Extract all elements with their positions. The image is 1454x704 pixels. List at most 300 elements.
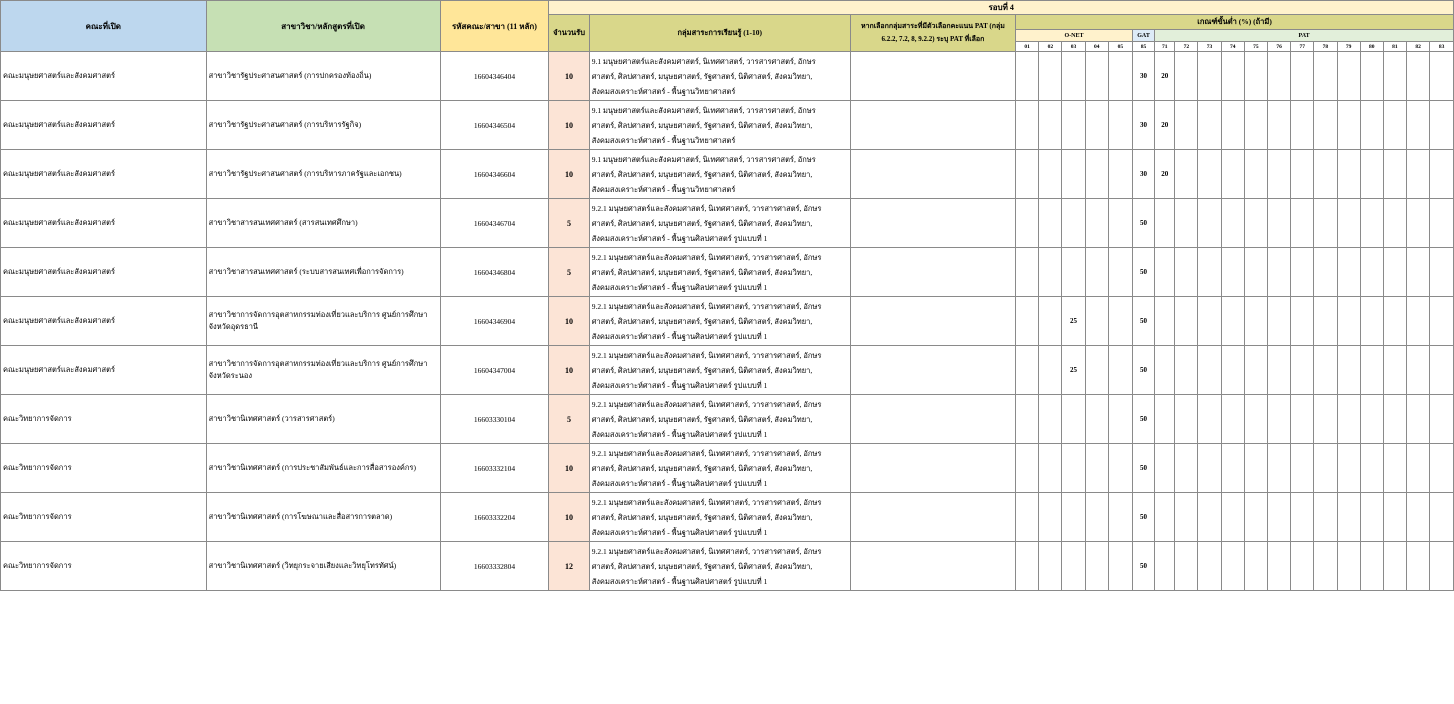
score-cell [1430, 297, 1454, 346]
score-cell [1221, 150, 1244, 199]
subcol-header: 03 [1062, 42, 1085, 52]
faculty-cell: คณะวิทยาการจัดการ [1, 444, 207, 493]
score-cell [1360, 444, 1383, 493]
program-cell: สาขาวิชานิเทศศาสตร์ (วิทยุกระจายเสียงและวิทยุโทรทัศน์) [206, 542, 440, 591]
group-cell [589, 444, 850, 493]
score-cell [1337, 199, 1360, 248]
score-cell [1244, 542, 1267, 591]
group-line: สังคมสงเคราะห์ศาสตร์ - พื้นฐานวิทยาศาสตร์ [591, 135, 736, 145]
subcol-header: 74 [1221, 42, 1244, 52]
score-cell [1360, 52, 1383, 101]
score-cell: 50 [1132, 248, 1154, 297]
pat-choice-cell [850, 493, 1015, 542]
group-cell [589, 52, 850, 101]
header-group: กลุ่มสาระการเรียนรู้ (1-10) [589, 15, 850, 52]
score-cell [1085, 395, 1108, 444]
score-cell [1360, 101, 1383, 150]
score-cell [1175, 395, 1198, 444]
score-cell [1291, 52, 1314, 101]
score-cell [1407, 395, 1430, 444]
score-cell [1062, 101, 1085, 150]
score-cell [1267, 248, 1290, 297]
group-line: 9.2.1 มนุษยศาสตร์และสังคมศาสตร์, นิเทศศาสตร์, วารสารศาสตร์, อักษร [591, 399, 822, 409]
group-line: ศาสตร์, ศิลปศาสตร์, มนุษยศาสตร์, รัฐศาสตร์, นิติศาสตร์, สังคมวิทยา, [591, 512, 813, 522]
score-cell [1198, 199, 1221, 248]
score-cell [1360, 150, 1383, 199]
score-cell [1039, 297, 1062, 346]
group-line: ศาสตร์, ศิลปศาสตร์, มนุษยศาสตร์, รัฐศาสตร์, นิติศาสตร์, สังคมวิทยา, [591, 267, 813, 277]
score-cell: 30 [1132, 101, 1154, 150]
code-cell: 16603332804 [440, 542, 549, 591]
score-cell: 20 [1155, 52, 1175, 101]
subcol-header: 05 [1108, 42, 1132, 52]
score-cell [1108, 101, 1132, 150]
group-cell [589, 150, 850, 199]
score-cell [1175, 542, 1198, 591]
score-cell [1337, 395, 1360, 444]
score-cell [1360, 199, 1383, 248]
score-cell [1267, 101, 1290, 150]
score-cell [1175, 346, 1198, 395]
code-cell: 16604346804 [440, 248, 549, 297]
score-cell [1221, 52, 1244, 101]
group-line: ศาสตร์, ศิลปศาสตร์, มนุษยศาสตร์, รัฐศาสตร์, นิติศาสตร์, สังคมวิทยา, [591, 414, 813, 424]
score-cell [1244, 52, 1267, 101]
score-cell [1244, 395, 1267, 444]
score-cell: 50 [1132, 493, 1154, 542]
group-line: ศาสตร์, ศิลปศาสตร์, มนุษยศาสตร์, รัฐศาสตร์, นิติศาสตร์, สังคมวิทยา, [591, 169, 813, 179]
group-line: ศาสตร์, ศิลปศาสตร์, มนุษยศาสตร์, รัฐศาสตร์, นิติศาสตร์, สังคมวิทยา, [591, 561, 813, 571]
faculty-cell: คณะมนุษยศาสตร์และสังคมศาสตร์ [1, 101, 207, 150]
score-cell [1407, 444, 1430, 493]
count-cell: 10 [549, 297, 589, 346]
score-cell [1085, 346, 1108, 395]
score-cell [1155, 346, 1175, 395]
table-body [1, 52, 1454, 591]
score-cell [1155, 248, 1175, 297]
count-cell: 5 [549, 199, 589, 248]
score-cell [1267, 150, 1290, 199]
score-cell [1267, 444, 1290, 493]
score-cell [1337, 248, 1360, 297]
faculty-cell: คณะมนุษยศาสตร์และสังคมศาสตร์ [1, 199, 207, 248]
table-row [1, 297, 1454, 346]
score-cell: 30 [1132, 52, 1154, 101]
score-cell [1221, 248, 1244, 297]
score-cell [1407, 248, 1430, 297]
score-cell: 20 [1155, 101, 1175, 150]
header-pat: PAT [1155, 30, 1454, 42]
group-line: สังคมสงเคราะห์ศาสตร์ - พื้นฐานศิลปศาสตร์ รูปแบบที่ 1 [591, 429, 768, 439]
score-cell [1407, 346, 1430, 395]
score-cell [1337, 150, 1360, 199]
table-row [1, 444, 1454, 493]
subcol-header: 02 [1039, 42, 1062, 52]
score-cell [1267, 542, 1290, 591]
score-cell [1314, 444, 1337, 493]
score-cell [1039, 248, 1062, 297]
group-cell [589, 101, 850, 150]
subcol-header: 77 [1291, 42, 1314, 52]
group-line: สังคมสงเคราะห์ศาสตร์ - พื้นฐานวิทยาศาสตร์ [591, 184, 736, 194]
score-cell [1407, 101, 1430, 150]
header-count: จำนวนรับ [549, 15, 589, 52]
score-cell: 50 [1132, 542, 1154, 591]
score-cell [1039, 101, 1062, 150]
pat-choice-cell [850, 346, 1015, 395]
score-cell [1039, 542, 1062, 591]
score-cell [1267, 297, 1290, 346]
score-cell [1016, 346, 1039, 395]
score-cell [1039, 52, 1062, 101]
faculty-cell: คณะวิทยาการจัดการ [1, 395, 207, 444]
score-cell [1337, 444, 1360, 493]
score-cell [1360, 297, 1383, 346]
count-cell: 10 [549, 346, 589, 395]
score-cell [1383, 248, 1406, 297]
table-row [1, 52, 1454, 101]
table-row [1, 199, 1454, 248]
score-cell: 30 [1132, 150, 1154, 199]
subcol-header: 85 [1132, 42, 1154, 52]
score-cell [1155, 297, 1175, 346]
score-cell [1062, 248, 1085, 297]
score-cell [1039, 395, 1062, 444]
pat-choice-cell [850, 52, 1015, 101]
score-cell [1430, 346, 1454, 395]
count-cell: 10 [549, 101, 589, 150]
score-cell [1337, 346, 1360, 395]
score-cell [1267, 395, 1290, 444]
code-cell: 16603332204 [440, 493, 549, 542]
group-cell [589, 395, 850, 444]
pat-choice-cell [850, 444, 1015, 493]
score-cell [1383, 101, 1406, 150]
program-cell: สาขาวิชาสารสนเทศศาสตร์ (สารสนเทศศึกษา) [206, 199, 440, 248]
score-cell [1108, 150, 1132, 199]
header-pat-choice: หากเลือกกลุ่มสาระที่มีตัวเลือกคะแนน PAT (กลุ่ม 6.2.2, 7.2, 8, 9.2.2) ระบุ PAT ที่เลือก [850, 15, 1015, 52]
pat-choice-cell [850, 248, 1015, 297]
score-cell [1221, 493, 1244, 542]
subcol-header: 81 [1383, 42, 1406, 52]
score-cell [1360, 248, 1383, 297]
score-cell [1221, 395, 1244, 444]
score-cell [1155, 199, 1175, 248]
score-cell [1314, 493, 1337, 542]
score-cell [1360, 346, 1383, 395]
code-cell: 16603330104 [440, 395, 549, 444]
score-cell [1062, 542, 1085, 591]
score-cell [1430, 395, 1454, 444]
score-cell [1383, 493, 1406, 542]
score-cell [1198, 395, 1221, 444]
program-cell: สาขาวิชานิเทศศาสตร์ (การโฆษณาและสื่อสารการตลาด) [206, 493, 440, 542]
table-row [1, 248, 1454, 297]
score-cell [1430, 444, 1454, 493]
group-line: 9.2.1 มนุษยศาสตร์และสังคมศาสตร์, นิเทศศาสตร์, วารสารศาสตร์, อักษร [591, 203, 822, 213]
code-cell: 16604346404 [440, 52, 549, 101]
score-cell [1016, 542, 1039, 591]
score-cell [1108, 542, 1132, 591]
score-cell [1244, 493, 1267, 542]
score-cell [1108, 444, 1132, 493]
group-cell [589, 542, 850, 591]
score-cell [1383, 444, 1406, 493]
group-line: ศาสตร์, ศิลปศาสตร์, มนุษยศาสตร์, รัฐศาสตร์, นิติศาสตร์, สังคมวิทยา, [591, 365, 813, 375]
score-cell [1085, 248, 1108, 297]
score-cell [1155, 395, 1175, 444]
score-cell [1383, 150, 1406, 199]
faculty-cell: คณะมนุษยศาสตร์และสังคมศาสตร์ [1, 52, 207, 101]
score-cell [1291, 199, 1314, 248]
score-cell [1062, 150, 1085, 199]
group-line: 9.2.1 มนุษยศาสตร์และสังคมศาสตร์, นิเทศศาสตร์, วารสารศาสตร์, อักษร [591, 252, 822, 262]
faculty-cell: คณะวิทยาการจัดการ [1, 493, 207, 542]
group-line: สังคมสงเคราะห์ศาสตร์ - พื้นฐานศิลปศาสตร์ รูปแบบที่ 1 [591, 233, 768, 243]
score-cell: 50 [1132, 395, 1154, 444]
subcol-header: 72 [1175, 42, 1198, 52]
code-cell: 16603332104 [440, 444, 549, 493]
pat-choice-cell [850, 150, 1015, 199]
score-cell [1108, 52, 1132, 101]
score-cell [1085, 199, 1108, 248]
faculty-cell: คณะมนุษยศาสตร์และสังคมศาสตร์ [1, 150, 207, 199]
group-cell [589, 493, 850, 542]
group-line: 9.2.1 มนุษยศาสตร์และสังคมศาสตร์, นิเทศศาสตร์, วารสารศาสตร์, อักษร [591, 350, 822, 360]
score-cell [1085, 150, 1108, 199]
pat-choice-cell [850, 395, 1015, 444]
score-cell [1407, 150, 1430, 199]
score-cell [1291, 346, 1314, 395]
score-cell [1314, 150, 1337, 199]
score-cell [1244, 248, 1267, 297]
score-cell [1337, 493, 1360, 542]
code-cell: 16604347004 [440, 346, 549, 395]
subcol-header: 73 [1198, 42, 1221, 52]
score-cell [1244, 444, 1267, 493]
group-cell [589, 248, 850, 297]
pat-choice-cell [850, 101, 1015, 150]
count-cell: 5 [549, 248, 589, 297]
score-cell [1221, 444, 1244, 493]
score-cell [1314, 248, 1337, 297]
score-cell [1016, 101, 1039, 150]
score-cell [1155, 444, 1175, 493]
score-cell [1198, 101, 1221, 150]
score-cell [1314, 542, 1337, 591]
score-cell [1155, 493, 1175, 542]
score-cell [1383, 346, 1406, 395]
group-line: สังคมสงเคราะห์ศาสตร์ - พื้นฐานศิลปศาสตร์ รูปแบบที่ 1 [591, 576, 768, 586]
score-cell [1198, 150, 1221, 199]
score-cell [1085, 493, 1108, 542]
score-cell [1039, 199, 1062, 248]
score-cell [1267, 493, 1290, 542]
score-cell [1244, 101, 1267, 150]
score-cell [1430, 248, 1454, 297]
score-cell [1198, 346, 1221, 395]
score-cell [1407, 52, 1430, 101]
score-cell [1291, 150, 1314, 199]
score-cell [1198, 493, 1221, 542]
score-cell [1221, 199, 1244, 248]
program-cell: สาขาวิชารัฐประศาสนศาสตร์ (การปกครองท้องถิ่น) [206, 52, 440, 101]
program-cell: สาขาวิชารัฐประศาสนศาสตร์ (การบริหารภาครัฐและเอกชน) [206, 150, 440, 199]
group-cell [589, 346, 850, 395]
score-cell [1407, 493, 1430, 542]
score-cell [1383, 297, 1406, 346]
score-cell [1175, 297, 1198, 346]
score-cell [1430, 493, 1454, 542]
score-cell [1430, 542, 1454, 591]
score-cell [1108, 346, 1132, 395]
faculty-cell: คณะมนุษยศาสตร์และสังคมศาสตร์ [1, 297, 207, 346]
score-cell [1039, 346, 1062, 395]
score-cell [1108, 395, 1132, 444]
count-cell: 10 [549, 150, 589, 199]
score-cell [1198, 542, 1221, 591]
header-gat: GAT [1132, 30, 1154, 42]
score-cell [1314, 395, 1337, 444]
table-row [1, 346, 1454, 395]
program-cell: สาขาวิชารัฐประศาสนศาสตร์ (การบริหารรัฐกิจ) [206, 101, 440, 150]
score-cell [1244, 297, 1267, 346]
score-cell [1221, 297, 1244, 346]
score-cell [1430, 150, 1454, 199]
group-line: ศาสตร์, ศิลปศาสตร์, มนุษยศาสตร์, รัฐศาสตร์, นิติศาสตร์, สังคมวิทยา, [591, 120, 813, 130]
score-cell [1108, 297, 1132, 346]
group-line: สังคมสงเคราะห์ศาสตร์ - พื้นฐานศิลปศาสตร์ รูปแบบที่ 1 [591, 282, 768, 292]
score-cell [1062, 395, 1085, 444]
table-row [1, 493, 1454, 542]
score-cell [1175, 150, 1198, 199]
count-cell: 10 [549, 52, 589, 101]
score-cell [1291, 101, 1314, 150]
score-cell [1291, 444, 1314, 493]
score-cell [1175, 444, 1198, 493]
score-cell [1085, 52, 1108, 101]
count-cell: 10 [549, 444, 589, 493]
header-code: รหัสคณะ/สาขา (11 หลัก) [440, 1, 549, 52]
score-cell [1383, 395, 1406, 444]
group-line: 9.2.1 มนุษยศาสตร์และสังคมศาสตร์, นิเทศศาสตร์, วารสารศาสตร์, อักษร [591, 301, 822, 311]
score-cell [1383, 52, 1406, 101]
score-cell [1155, 542, 1175, 591]
score-cell [1198, 248, 1221, 297]
score-cell [1062, 199, 1085, 248]
score-cell [1175, 52, 1198, 101]
code-cell: 16604346604 [440, 150, 549, 199]
score-cell [1198, 444, 1221, 493]
score-cell [1383, 542, 1406, 591]
score-cell [1175, 248, 1198, 297]
group-line: 9.1 มนุษยศาสตร์และสังคมศาสตร์, นิเทศศาสตร์, วารสารศาสตร์, อักษร [591, 105, 816, 115]
score-cell [1337, 52, 1360, 101]
faculty-cell: คณะมนุษยศาสตร์และสังคมศาสตร์ [1, 346, 207, 395]
subcol-header: 76 [1267, 42, 1290, 52]
score-cell [1337, 297, 1360, 346]
score-cell: 50 [1132, 297, 1154, 346]
score-cell [1221, 101, 1244, 150]
score-cell [1016, 493, 1039, 542]
score-cell [1062, 444, 1085, 493]
score-cell [1108, 199, 1132, 248]
score-cell [1085, 542, 1108, 591]
table-row [1, 150, 1454, 199]
code-cell: 16604346704 [440, 199, 549, 248]
header-onet: O-NET [1016, 30, 1133, 42]
table-header [1, 1, 1454, 52]
group-line: 9.2.1 มนุษยศาสตร์และสังคมศาสตร์, นิเทศศาสตร์, วารสารศาสตร์, อักษร [591, 497, 822, 507]
header-round: รอบที่ 4 [549, 1, 1454, 15]
score-cell [1360, 542, 1383, 591]
group-line: ศาสตร์, ศิลปศาสตร์, มนุษยศาสตร์, รัฐศาสตร์, นิติศาสตร์, สังคมวิทยา, [591, 71, 813, 81]
subcol-header: 79 [1337, 42, 1360, 52]
code-cell: 16604346504 [440, 101, 549, 150]
subcol-header: 04 [1085, 42, 1108, 52]
pat-choice-cell [850, 297, 1015, 346]
group-cell [589, 199, 850, 248]
subcol-header: 83 [1430, 42, 1454, 52]
subcol-header: 75 [1244, 42, 1267, 52]
score-cell [1430, 199, 1454, 248]
group-line: ศาสตร์, ศิลปศาสตร์, มนุษยศาสตร์, รัฐศาสตร์, นิติศาสตร์, สังคมวิทยา, [591, 218, 813, 228]
group-line: ศาสตร์, ศิลปศาสตร์, มนุษยศาสตร์, รัฐศาสตร์, นิติศาสตร์, สังคมวิทยา, [591, 316, 813, 326]
score-cell [1360, 493, 1383, 542]
group-line: 9.2.1 มนุษยศาสตร์และสังคมศาสตร์, นิเทศศาสตร์, วารสารศาสตร์, อักษร [591, 448, 822, 458]
group-line: สังคมสงเคราะห์ศาสตร์ - พื้นฐานศิลปศาสตร์ รูปแบบที่ 1 [591, 527, 768, 537]
score-cell [1267, 346, 1290, 395]
score-cell [1085, 297, 1108, 346]
score-cell: 25 [1062, 346, 1085, 395]
score-cell [1062, 52, 1085, 101]
score-cell [1407, 199, 1430, 248]
score-cell [1291, 395, 1314, 444]
subcol-header: 01 [1016, 42, 1039, 52]
score-cell [1016, 297, 1039, 346]
score-cell [1221, 542, 1244, 591]
program-cell: สาขาวิชาการจัดการอุตสาหกรรมท่องเที่ยวและบริการ ศูนย์การศึกษาจังหวัดระนอง [206, 346, 440, 395]
faculty-cell: คณะวิทยาการจัดการ [1, 542, 207, 591]
count-cell: 10 [549, 493, 589, 542]
score-cell [1221, 346, 1244, 395]
score-cell [1337, 101, 1360, 150]
faculty-cell: คณะมนุษยศาสตร์และสังคมศาสตร์ [1, 248, 207, 297]
score-cell [1016, 52, 1039, 101]
pat-choice-cell [850, 542, 1015, 591]
group-line: สังคมสงเคราะห์ศาสตร์ - พื้นฐานศิลปศาสตร์ รูปแบบที่ 1 [591, 478, 768, 488]
score-cell [1108, 493, 1132, 542]
score-cell [1430, 101, 1454, 150]
pat-choice-cell [850, 199, 1015, 248]
subcol-header: 78 [1314, 42, 1337, 52]
score-cell [1039, 150, 1062, 199]
score-cell [1039, 493, 1062, 542]
score-cell [1291, 297, 1314, 346]
subcol-header: 71 [1155, 42, 1175, 52]
group-line: สังคมสงเคราะห์ศาสตร์ - พื้นฐานวิทยาศาสตร์ [591, 86, 736, 96]
subcol-header: 82 [1407, 42, 1430, 52]
score-cell [1039, 444, 1062, 493]
count-cell: 5 [549, 395, 589, 444]
score-cell [1175, 101, 1198, 150]
score-cell [1383, 199, 1406, 248]
score-cell [1314, 101, 1337, 150]
score-cell [1314, 52, 1337, 101]
score-cell [1016, 395, 1039, 444]
header-faculty: คณะที่เปิด [1, 1, 207, 52]
score-cell [1407, 542, 1430, 591]
